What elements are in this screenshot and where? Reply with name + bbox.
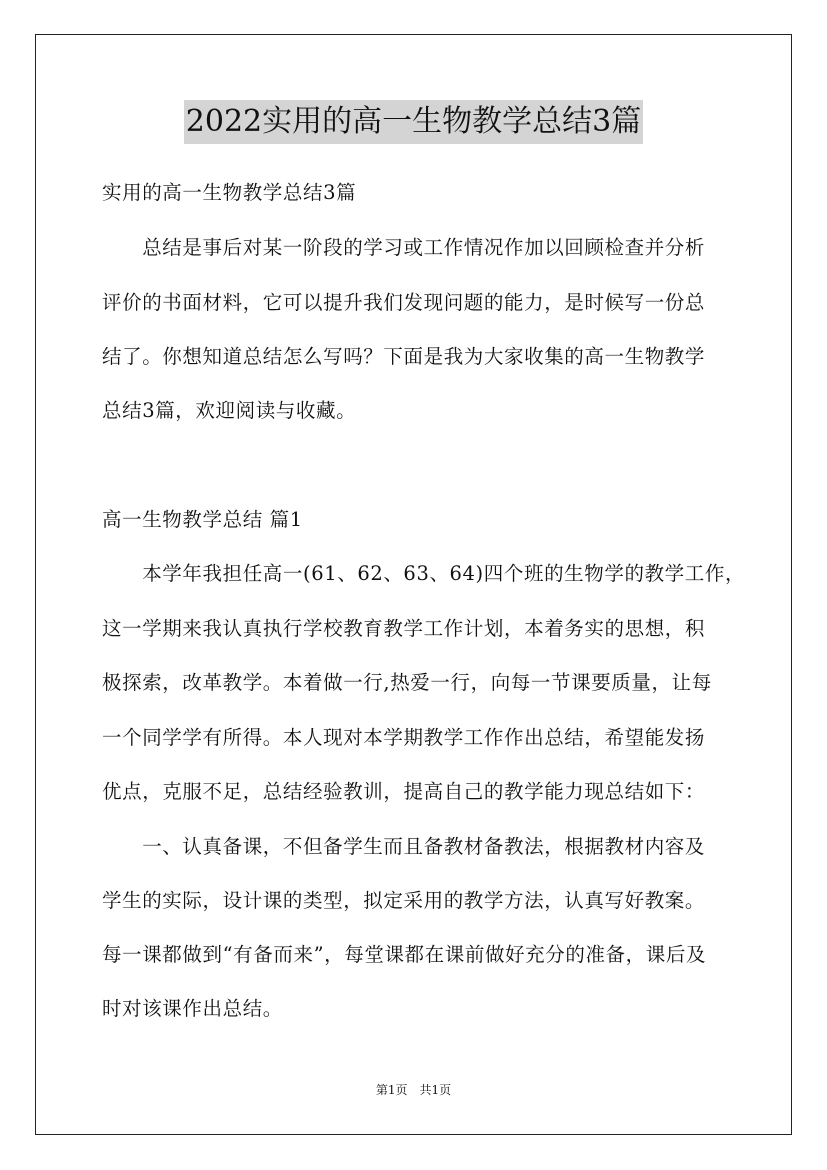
title-container xyxy=(0,100,827,144)
body-line: 本学年我担任高一(61、62、63、64)四个班的生物学的教学工作， xyxy=(102,562,746,585)
section-heading: 高一生物教学总结 篇1 xyxy=(102,508,303,531)
body-line: 一、认真备课，不但备学生而且备教材备教法，根据教材内容及 xyxy=(102,835,706,858)
body-line: 总结是事后对某一阶段的学习或工作情况作加以回顾检查并分析 xyxy=(102,236,706,259)
body-line: 每一课都做到“有备而来”，每堂课都在课前做好充分的准备，课后及 xyxy=(102,943,707,966)
body-line: 一个同学学有所得。本人现对本学期教学工作作出总结，希望能发扬 xyxy=(102,726,706,749)
body-line: 极探索，改革教学。本着做一行,热爱一行，向每一节课要质量，让每 xyxy=(102,671,712,694)
page-footer: 第1页 共1页 xyxy=(375,1083,452,1097)
body-line: 优点，克服不足，总结经验教训，提高自己的教学能力现总结如下： xyxy=(102,780,706,803)
body-line: 时对该课作出总结。 xyxy=(102,997,283,1020)
body-line: 评价的书面材料，它可以提升我们发现问题的能力，是时候写一份总 xyxy=(102,291,706,314)
subtitle-line: 实用的高一生物教学总结3篇 xyxy=(102,181,357,204)
body-line: 总结3篇，欢迎阅读与收藏。 xyxy=(102,399,357,422)
document-title: 2022实用的高一生物教学总结3篇 xyxy=(184,100,643,144)
body-line: 结了。你想知道总结怎么写吗？下面是我为大家收集的高一生物教学 xyxy=(102,345,706,368)
body-line: 这一学期来我认真执行学校教育教学工作计划，本着务实的思想，积 xyxy=(102,617,706,640)
body-line: 学生的实际，设计课的类型，拟定采用的教学方法，认真写好教案。 xyxy=(102,889,706,912)
